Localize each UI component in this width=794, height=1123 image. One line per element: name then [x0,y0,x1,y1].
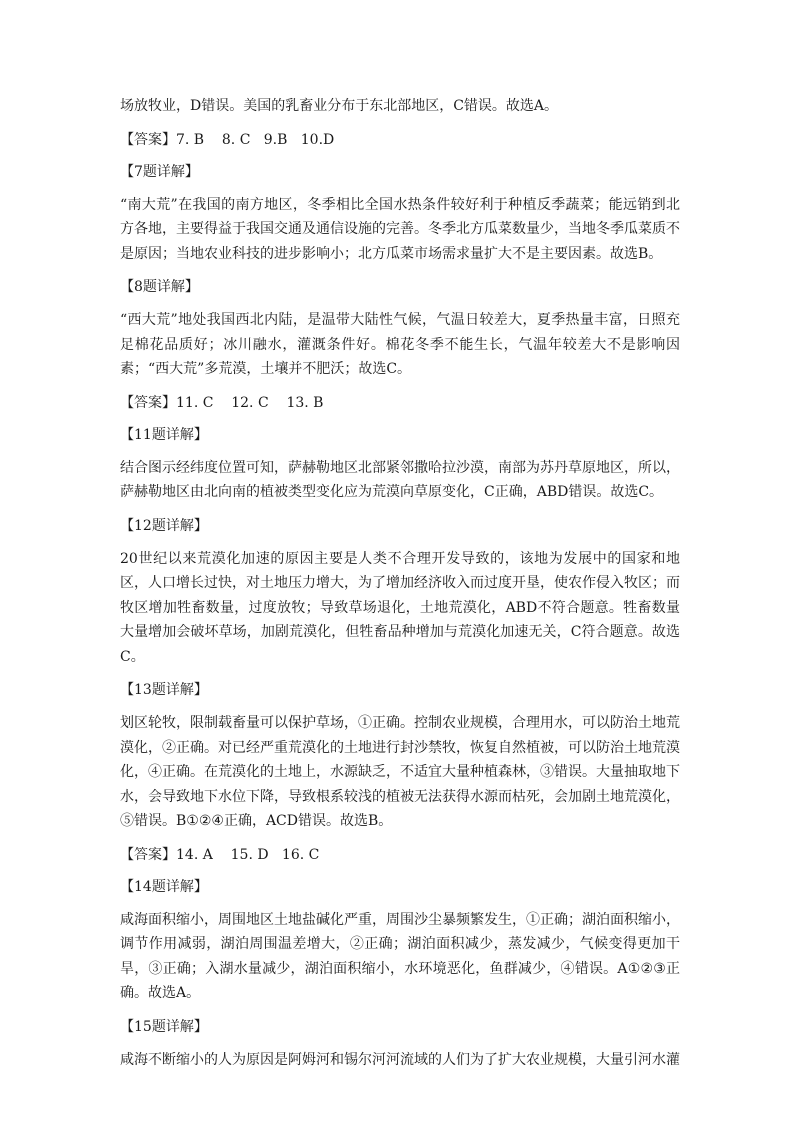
paragraph-q13: 划区轮牧，限制载畜量可以保护草场，①正确。控制农业规模，合理用水，可以防治土地荒漠化，②正确。对已经严重荒漠化的土地进行封沙禁牧，恢复自然植被，可以防治土地荒漠化，④正确。在荒漠化的土地上，水源缺乏，不适宜大量种植森林，③错误。大量抽取地下水，会导致地下水位下降，导致根系较浅的植被无法获得水源而枯死，会加剧土地荒漠化，⑤错误。B①②④正确，ACD错误。故选B。 [120,715,680,829]
answer-line-11-13: 【答案】11. C 12. C 13. B [120,394,324,411]
paragraph-q14: 咸海面积缩小，周围地区土地盐碱化严重，周围沙尘暴频繁发生，①正确；湖泊面积缩小，调节作用减弱，湖泊周围温差增大，②正确；湖泊面积减少，蒸发减少，气候变得更加干旱，③正确；入湖水量减少，湖泊面积缩小，水环境恶化，鱼群减少，④错误。A①②③正确。故选A。 [120,911,680,1001]
heading-q15: 【15题详解】 [120,1018,208,1035]
paragraph-q7: “南大荒”在我国的南方地区，冬季相比全国水热条件较好利于种植反季蔬菜；能远销到北方各地，主要得益于我国交通及通信设施的完善。冬季北方瓜菜数量少，当地冬季瓜菜质不是原因；当地农业科技的进步影响小；北方瓜菜市场需求量扩大不是主要因素。故选B。 [120,196,680,262]
heading-q12: 【12题详解】 [120,517,208,534]
paragraph-q11: 结合图示经纬度位置可知，萨赫勒地区北部紧邻撒哈拉沙漠，南部为苏丹草原地区，所以，萨赫勒地区由北向南的植被类型变化应为荒漠向草原变化，C正确，ABD错误。故选C。 [120,459,680,500]
paragraph-continued: 场放牧业，D错误。美国的乳畜业分布于东北部地区，C错误。故选A。 [120,98,559,114]
heading-q11: 【11题详解】 [120,426,208,443]
heading-q7: 【7题详解】 [120,163,199,180]
answer-line-14-16: 【答案】14. A 15. D 16. C [120,846,320,863]
paragraph-q15: 咸海不断缩小的人为原因是阿姆河和锡尔河河流域的人们为了扩大农业规模，大量引河水灌 [120,1051,680,1068]
paragraph-q12: 20世纪以来荒漠化加速的原因主要是人类不合理开发导致的，该地为发展中的国家和地区，人口增长过快，对土地压力增大，为了增加经济收入而过度开垦，使农作侵入牧区；而牧区增加牲畜数量，过度放牧；导致草场退化，土地荒漠化，ABD不符合题意。牲畜数量大量增加会破坏草场，加剧荒漠化，但牲畜品种增加与荒漠化加速无关，C符合题意。故选C。 [120,550,680,665]
heading-q13: 【13题详解】 [120,682,208,698]
heading-q8: 【8题详解】 [120,279,199,295]
document-page [120,94,680,1082]
paragraph-q8: “西大荒”地处我国西北内陆，是温带大陆性气候，气温日较差大，夏季热量丰富，日照充足棉花品质好；冰川融水，灌溉条件好。棉花冬季不能生长，气温年较差大不是影响因素；“西大荒”多荒漠，土壤并不肥沃；故选C。 [120,312,680,377]
answer-line-7-10: 【答案】7. B 8. C 9.B 10.D [120,131,335,148]
heading-q14: 【14题详解】 [120,878,208,895]
